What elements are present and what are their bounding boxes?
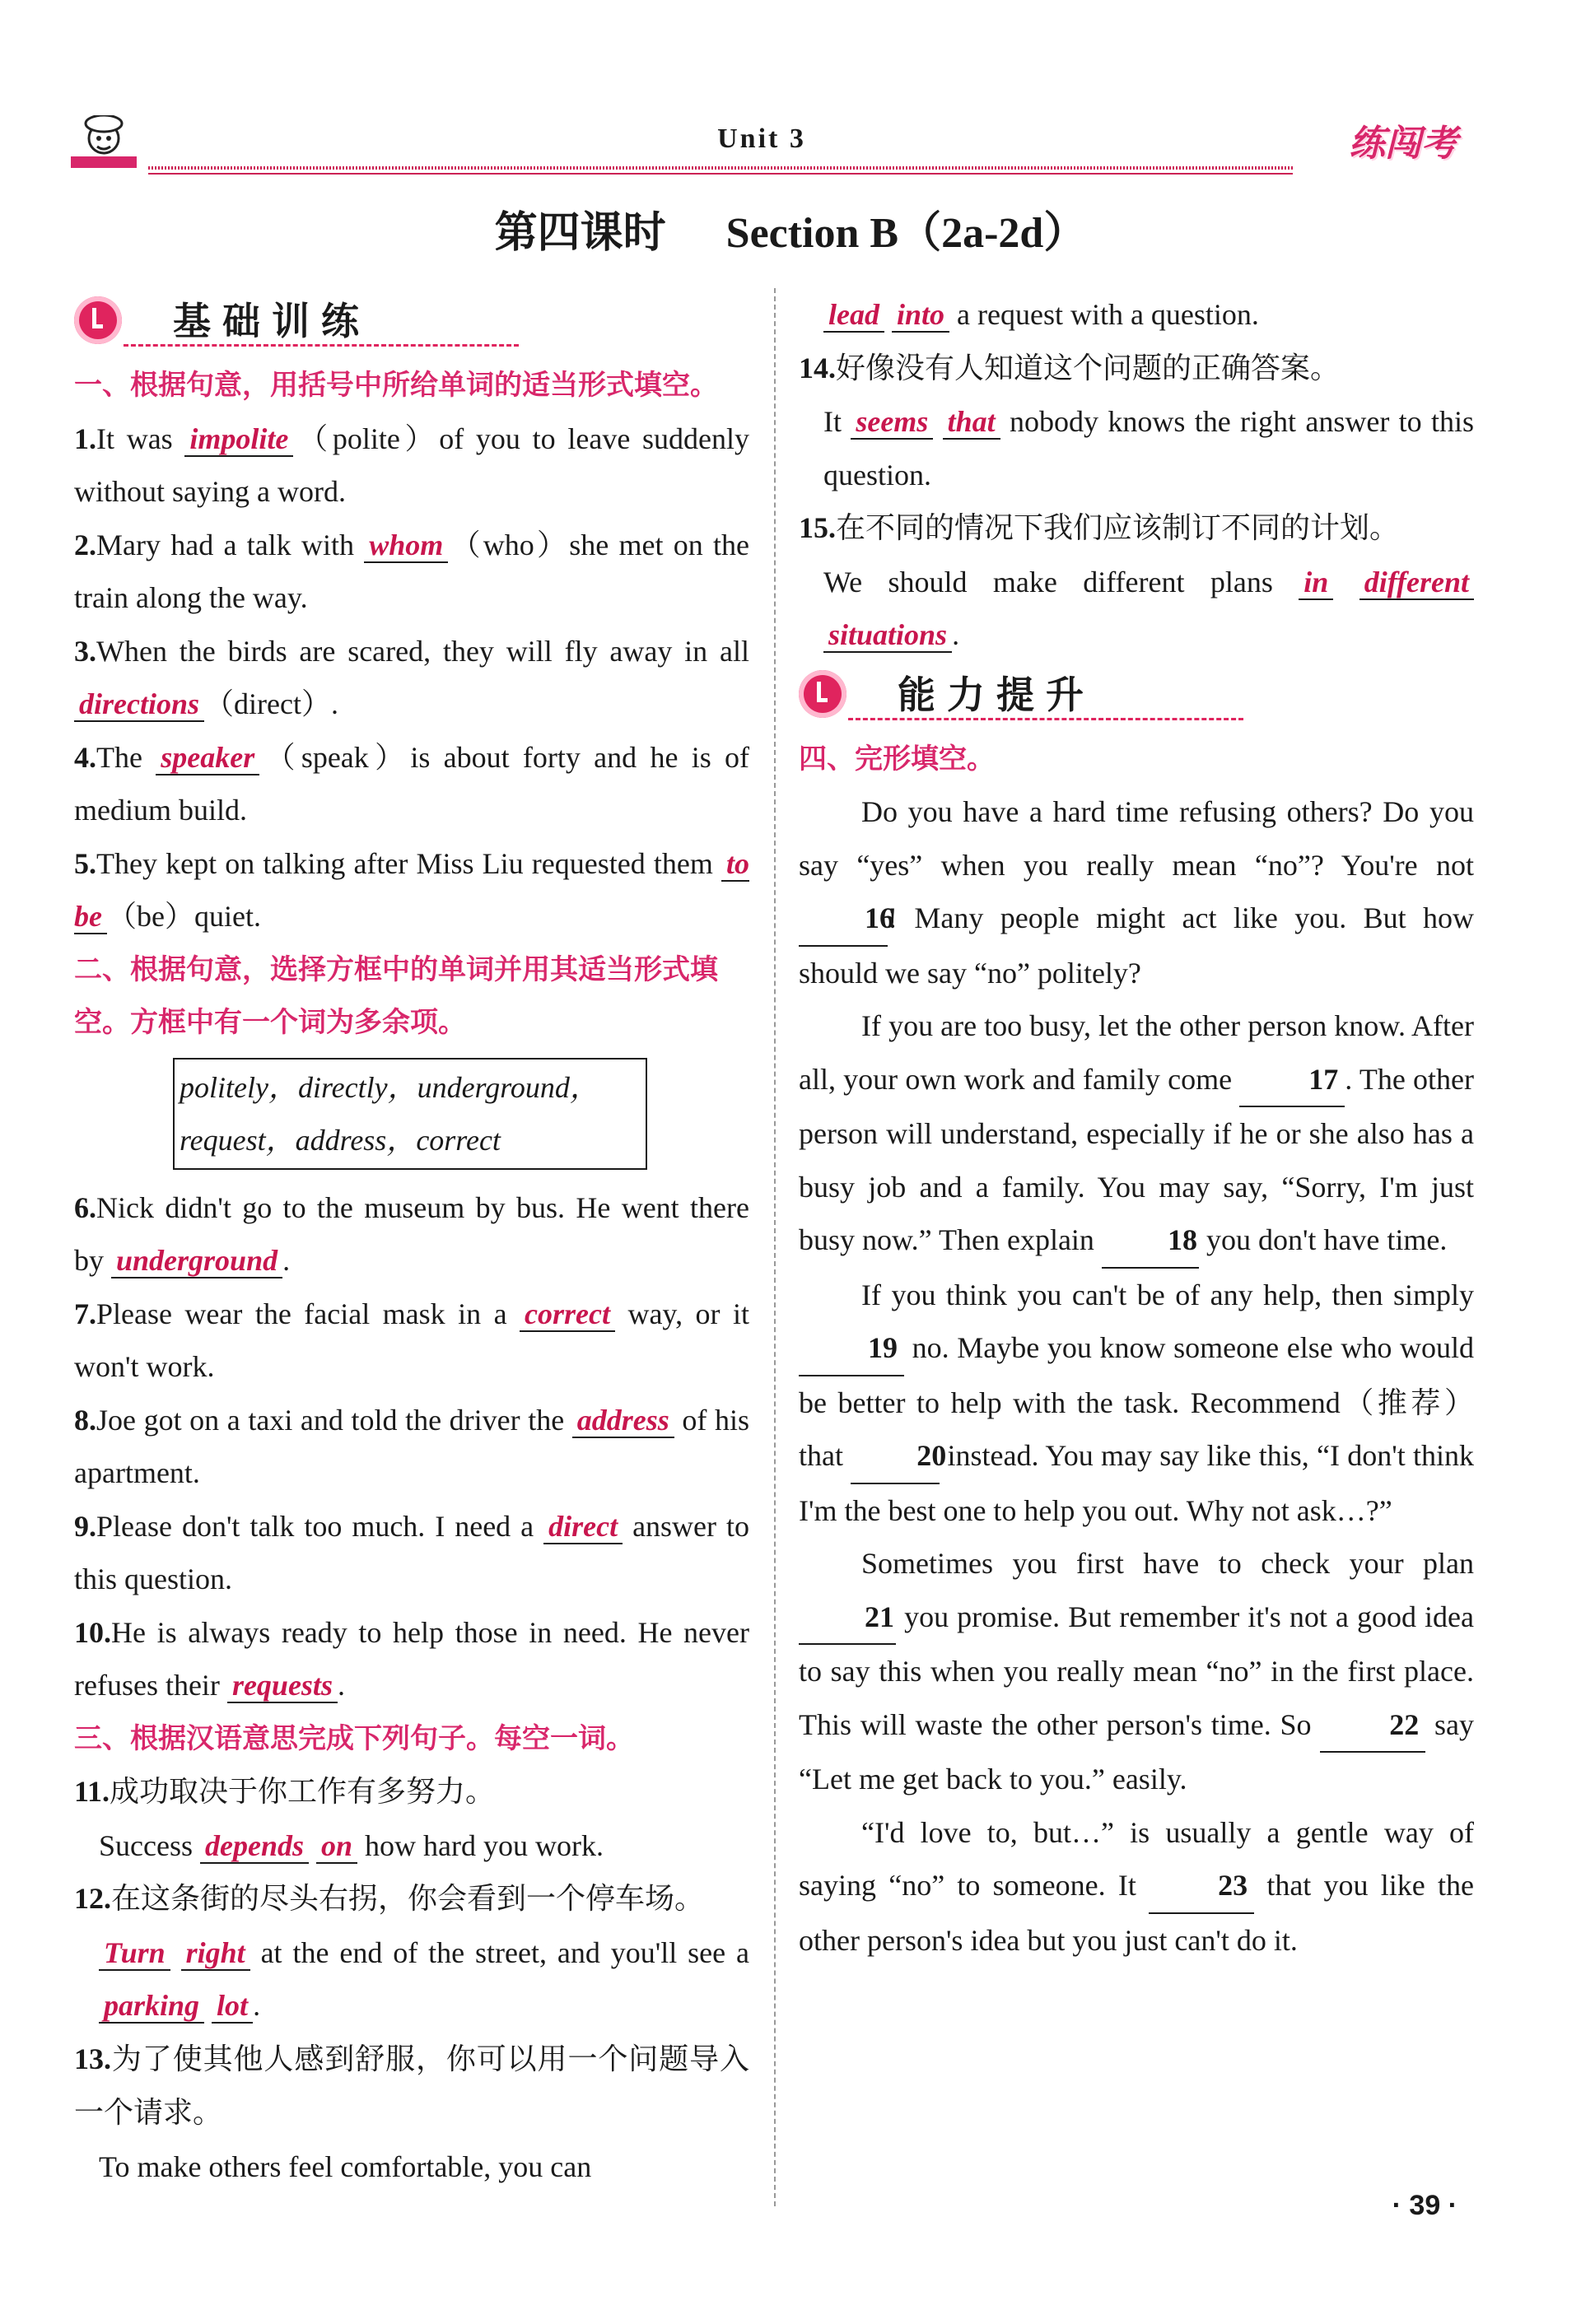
blank-18: 18 [1102,1213,1199,1269]
right-column [799,288,1474,1967]
section-title: 能力提升 [898,672,1095,717]
lesson-title-cn: 第四课时 [494,208,666,258]
question-5: 5.They kept on talking after Miss Liu requested them to be （be）quiet. [74,846,749,933]
answer-13b: into [892,298,949,333]
brand-logo: 练闯考 [1349,123,1457,165]
answer-7: correct [520,1297,615,1332]
question-2: 2.Mary had a talk with whom （who）she met on the train along the way. [74,528,749,614]
question-4: 4.The speaker （speak）is about forty and he is of medium build. [74,740,749,827]
answer-13a: lead [823,298,884,333]
word-box-line1: politely，directly，underground， [180,1070,599,1104]
cloze-paragraph-3: If you think you can't be of any help, then simply 19 no. Maybe you know someone else who would be better to help with the task. Recommend（推荐）that 20 instead. You may say like this, “I don't think I'm the best one to help you out. Why not ask…?” [799,1278,1475,1527]
answer-14b: that [943,405,1000,440]
answer-8: address [572,1404,674,1438]
question-6: 6.Nick didn't go to the museum by bus. He went there by underground . [74,1190,749,1277]
answer-12d: lot [212,1989,253,2024]
page-number: · 39 · [1392,2190,1457,2221]
answer-1: impolite [184,422,293,457]
question-7: 7.Please wear the facial mask in a correct way, or it won't work. [74,1297,749,1383]
question-14: 14.好像没有人知道这个问题的正确答案。 It seems that nobody knows the right answer to this question. [799,351,1474,491]
answer-11b: on [316,1829,357,1864]
blank-20: 20 [851,1429,940,1484]
answer-15c: situations [823,618,952,653]
word-box-line2: request，address，correct [180,1123,501,1157]
lesson-title [0,198,1581,259]
answer-3: directions [74,687,204,722]
question-13-cont: lead into a request with a question. [799,288,1474,342]
blank-16: 16 [799,892,888,947]
answer-14a: seems [851,405,933,440]
pencil-icon [74,296,122,344]
question-1: 1.It was impolite （polite）of you to leave suddenly without saying a word. [74,421,749,508]
section-basic-training [74,288,749,354]
cloze-paragraph-4: Sometimes you first have to check your plan 21 you promise. But remember it's not a good idea to say this when you really mean “no” in the first place. This will waste the other person's time. So 22 say “Let me get back to you.” easily. [799,1547,1474,1795]
word-box [173,1058,647,1170]
section-title: 基础训练 [173,299,371,343]
question-3: 3.When the birds are scared, they will fly away in all directions （direct）. [74,634,749,720]
answer-11a: depends [200,1829,309,1864]
question-9: 9.Please don't talk too much. I need a direct answer to this question. [74,1509,749,1595]
section-ability [799,662,1474,728]
question-11: 11.成功取决于你工作有多努力。 Success depends on how hard you work. [74,1775,604,1862]
part4-heading: 四、完形填空。 [799,742,995,775]
page-header [66,115,1457,181]
blank-17: 17 [1239,1053,1345,1108]
answer-12b: right [181,1936,250,1971]
part2-heading: 二、根据句意，选择方框中的单词并用其适当形式填空。方框中有一个词为多余项。 [74,952,718,1039]
blank-22: 22 [1320,1698,1425,1753]
lesson-title-en: Section B（2a-2d） [725,210,1087,257]
answer-15b: different [1359,566,1474,600]
question-13: 13.为了使其他人感到舒服，你可以用一个问题导入一个请求。 To make others feel comfortable, you can [74,2042,749,2183]
section-underline [848,718,1243,720]
blank-19: 19 [799,1321,904,1376]
section-underline [124,344,519,347]
clock-icon [799,670,846,718]
question-10: 10.He is always ready to help those in need. He never refuses their requests . [74,1615,749,1702]
question-12: 12.在这条街的尽头右拐，你会看到一个停车场。 Turn right at the end of the street, and you'll see a parking lot . [74,1882,750,2022]
answer-12c: parking [99,1989,204,2024]
question-8: 8.Joe got on a taxi and told the driver the address of his apartment. [74,1403,749,1489]
answer-12a: Turn [99,1936,170,1971]
answer-9: direct [543,1510,623,1544]
unit-title: Unit 3 [717,123,806,154]
part3-heading: 三、根据汉语意思完成下列句子。每空一词。 [74,1721,634,1755]
question-15: 15.在不同的情况下我们应该制订不同的计划。 We should make different plans in different situations . [799,501,1474,662]
part1-heading: 一、根据句意，用括号中所给单词的适当形式填空。 [74,369,718,402]
answer-4: speaker [156,741,259,775]
left-column [74,288,749,2193]
cloze-paragraph-1: Do you have a hard time refusing others? Do you say “yes” when you really mean “no”? You're not 16! Many people might act like you. But how should we say “no” politely? [799,795,1474,990]
blank-21: 21 [799,1590,896,1646]
cloze-paragraph-2: If you are too busy, let the other person know. After all, your own work and family come 17 . The other person will understand, especially if he or she also has a busy job and a family. You may say, “Sorry, I'm just busy now.” Then explain 18 you don't have time. [799,999,1474,1269]
answer-2: whom [364,529,448,563]
header-rule-solid [148,173,1293,175]
answer-6: underground [111,1244,282,1278]
answer-5: to be [74,846,749,933]
column-divider [774,288,776,2206]
blank-23: 23 [1149,1859,1254,1914]
answer-15a: in [1299,566,1333,600]
cloze-paragraph-5: “I'd love to, but…” is usually a gentle way of saying “no” to someone. It 23 that you like the other person's idea but you just can't do it. [799,1815,1474,1957]
answer-10: requests [227,1669,338,1703]
header-rule [148,166,1293,170]
